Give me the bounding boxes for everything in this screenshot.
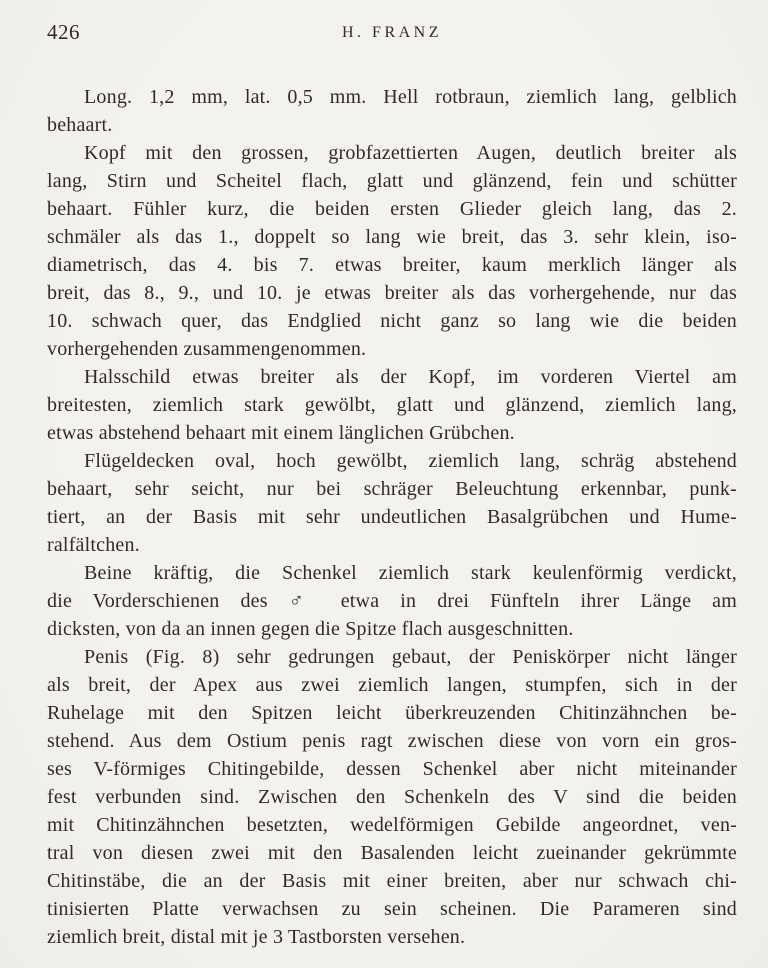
paragraph <box>47 559 737 643</box>
text-line: tral von diesen zwei mit den Basalenden leicht zueinander gekrümmte <box>47 842 737 864</box>
text-line: etwas abstehend behaart mit einem länglichen Grübchen. <box>47 422 515 444</box>
text-line: Flügeldecken oval, hoch gewölbt, ziemlich lang, schräg abstehend <box>84 450 737 472</box>
paragraph <box>47 139 737 363</box>
text-line: tinisierten Platte verwachsen zu sein scheinen. Die Parameren sind <box>47 898 737 920</box>
text-line: schmäler als das 1., doppelt so lang wie breit, das 3. sehr klein, iso- <box>47 226 737 248</box>
text-line: breitesten, ziemlich stark gewölbt, glatt und glänzend, ziemlich lang, <box>47 394 737 416</box>
text-line: stehend. Aus dem Ostium penis ragt zwischen diese von vorn ein gros- <box>47 730 737 752</box>
text-line: Ruhelage mit den Spitzen leicht überkreuzenden Chitinzähnchen be- <box>47 702 737 724</box>
text-line: tiert, an der Basis mit sehr undeutlichen Basalgrübchen und Hume- <box>47 506 737 528</box>
text-line: ziemlich breit, distal mit je 3 Tastborsten versehen. <box>47 926 466 948</box>
text-line: Beine kräftig, die Schenkel ziemlich stark keulenförmig verdickt, <box>84 562 737 584</box>
page-number: 426 <box>47 20 80 44</box>
text-line: 10. schwach quer, das Endglied nicht ganz so lang wie die beiden <box>47 310 737 332</box>
paragraph <box>47 643 737 951</box>
text-line: fest verbunden sind. Zwischen den Schenkeln des V sind die beiden <box>47 786 737 808</box>
running-header: H. FRANZ <box>341 24 442 41</box>
text-line: Halsschild etwas breiter als der Kopf, im vorderen Viertel am <box>84 366 737 388</box>
text-line: Kopf mit den grossen, grobfazettierten Augen, deutlich breiter als <box>84 142 737 164</box>
page-body <box>47 83 737 951</box>
text-line: mit Chitinzähnchen besetzten, wedelförmigen Gebilde angeordnet, ven- <box>47 814 737 836</box>
text-line: behaart. Fühler kurz, die beiden ersten Glieder gleich lang, das 2. <box>47 198 737 220</box>
text-line: lang, Stirn und Scheitel flach, glatt und glänzend, fein und schütter <box>47 170 737 192</box>
text-line: Long. 1,2 mm, lat. 0,5 mm. Hell rotbraun, ziemlich lang, gelblich <box>84 86 737 108</box>
text-line: ses V-förmiges Chitingebilde, dessen Schenkel aber nicht miteinander <box>47 758 737 780</box>
text-line: vorhergehenden zusammengenommen. <box>47 338 367 360</box>
text-line: dicksten, von da an innen gegen die Spitze flach ausgeschnitten. <box>47 618 574 640</box>
paragraph <box>47 83 737 139</box>
text-line: behaart. <box>47 114 113 136</box>
text-line: ralfältchen. <box>47 534 140 556</box>
text-line: diametrisch, das 4. bis 7. etwas breiter, kaum merklich länger als <box>47 254 737 276</box>
text-line: behaart, sehr seicht, nur bei schräger Beleuchtung erkennbar, punk- <box>47 478 737 500</box>
page-header <box>47 20 737 46</box>
text-line: Chitinstäbe, die an der Basis mit einer breiten, aber nur schwach chi- <box>47 870 737 892</box>
text-line: Penis (Fig. 8) sehr gedrungen gebaut, der Peniskörper nicht länger <box>84 646 737 668</box>
paragraph <box>47 363 737 447</box>
text-line: breit, das 8., 9., und 10. je etwas breiter als das vorhergehende, nur das <box>47 282 737 304</box>
text-line: die Vorderschienen des ♂ etwa in drei Fünfteln ihrer Länge am <box>47 590 737 612</box>
text-line: als breit, der Apex aus zwei ziemlich langen, stumpfen, sich in der <box>47 674 737 696</box>
paragraph <box>47 447 737 559</box>
